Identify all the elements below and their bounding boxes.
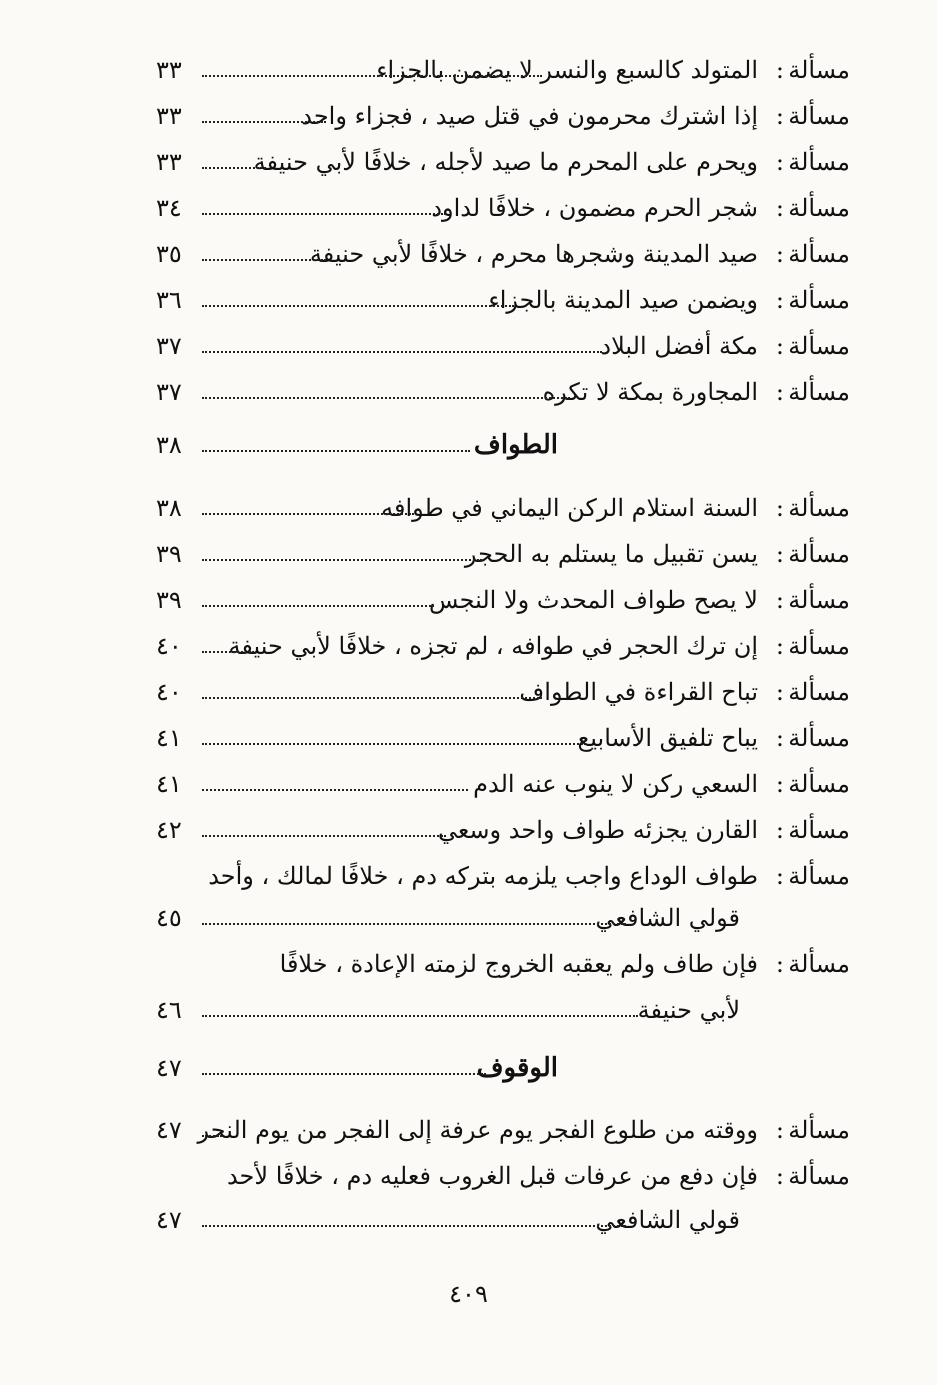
index-entry: [150, 142, 850, 182]
entry-text: طواف الوداع واجب يلزمه بتركه دم ، خلافًا لمالك ، وأحد: [208, 862, 758, 890]
entry-text-continuation: قولي الشافعي: [595, 904, 740, 932]
entry-text: ويضمن صيد المدينة بالجزاء: [488, 286, 758, 314]
index-entry: [150, 810, 850, 850]
section-title: الوقوف: [476, 1053, 558, 1083]
dot-leader: [202, 213, 446, 215]
entry-page: ٤٠: [156, 678, 182, 706]
entry-colon: :: [775, 1162, 784, 1190]
entry-colon: :: [775, 770, 784, 798]
entry-label: مسألة: [788, 194, 850, 222]
entry-colon: :: [775, 724, 784, 752]
dot-leader: [202, 351, 602, 353]
index-entry: [150, 96, 850, 136]
dot-leader: [202, 305, 514, 307]
index-entry: [150, 856, 850, 896]
entry-page: ٣٣: [156, 102, 182, 130]
entry-colon: :: [775, 632, 784, 660]
entry-colon: :: [775, 240, 784, 268]
entry-label: مسألة: [788, 950, 850, 978]
section-heading-tawaf: [150, 425, 850, 465]
entry-text: مكة أفضل البلاد: [600, 332, 758, 360]
dot-leader: [202, 1015, 638, 1017]
dot-leader: [202, 835, 446, 837]
section-page: ٤٧: [156, 1054, 182, 1082]
entry-label: مسألة: [788, 862, 850, 890]
entry-page: ٤٧: [156, 1116, 182, 1144]
index-entry: [150, 580, 850, 620]
entry-page: ٣٣: [156, 56, 182, 84]
entry-text: المجاورة بمكة لا تكره: [542, 378, 758, 406]
entry-text: يباح تلفيق الأسابيع: [577, 724, 758, 752]
entry-label: مسألة: [788, 56, 850, 84]
entry-colon: :: [775, 862, 784, 890]
entry-text: إذا اشترك محرمون في قتل صيد ، فجزاء واحد: [301, 102, 758, 130]
dot-leader: [202, 559, 482, 561]
entry-colon: :: [775, 332, 784, 360]
entry-colon: :: [775, 102, 784, 130]
entry-text: ووقته من طلوع الفجر يوم عرفة إلى الفجر من يوم النحر: [197, 1116, 758, 1144]
section-page: ٣٨: [156, 431, 182, 459]
index-entry: [150, 234, 850, 274]
dot-leader: [202, 1225, 626, 1227]
entry-page: ٣٩: [156, 586, 182, 614]
entry-colon: :: [775, 816, 784, 844]
entry-label: مسألة: [788, 540, 850, 568]
entry-text: إن ترك الحجر في طوافه ، لم تجزه ، خلافًا لأبي حنيفة: [228, 632, 758, 660]
entry-label: مسألة: [788, 770, 850, 798]
dot-leader: [202, 605, 434, 607]
entry-text-continuation: لأبي حنيفة: [637, 996, 740, 1024]
index-entry-continuation: [150, 990, 850, 1030]
index-entry-continuation: [150, 898, 850, 938]
entry-text: يسن تقبيل ما يستلم به الحجر: [464, 540, 758, 568]
entry-page: ٤٧: [156, 1206, 182, 1234]
index-entry: [150, 280, 850, 320]
entry-page: ٤٠: [156, 632, 182, 660]
entry-colon: :: [775, 378, 784, 406]
entry-colon: :: [775, 950, 784, 978]
dot-leader: [202, 167, 266, 169]
entry-label: مسألة: [788, 586, 850, 614]
entry-label: مسألة: [788, 378, 850, 406]
dot-leader: [202, 923, 626, 925]
dot-leader: [202, 651, 254, 653]
index-entry: [150, 626, 850, 666]
dot-leader: [202, 259, 326, 261]
index-entry: [150, 1110, 850, 1150]
entry-colon: :: [775, 678, 784, 706]
index-entry: [150, 326, 850, 366]
entry-page: ٣٧: [156, 378, 182, 406]
entry-label: مسألة: [788, 816, 850, 844]
entry-text: شجر الحرم مضمون ، خلافًا لداود: [431, 194, 758, 222]
entry-label: مسألة: [788, 240, 850, 268]
entry-colon: :: [775, 586, 784, 614]
entry-colon: :: [775, 56, 784, 84]
entry-colon: :: [775, 194, 784, 222]
entry-page: ٤١: [156, 724, 182, 752]
index-entry: [150, 50, 850, 90]
dot-leader: [202, 1073, 486, 1075]
entry-colon: :: [775, 1116, 784, 1144]
index-entry: [150, 764, 850, 804]
dot-leader: [202, 450, 470, 452]
dot-leader: [202, 513, 414, 515]
entry-label: مسألة: [788, 102, 850, 130]
entry-page: ٣٦: [156, 286, 182, 314]
entry-label: مسألة: [788, 724, 850, 752]
entry-label: مسألة: [788, 148, 850, 176]
entry-page: ٤٥: [156, 904, 182, 932]
entry-page: ٤١: [156, 770, 182, 798]
entry-text: لا يصح طواف المحدث ولا النجس: [429, 586, 758, 614]
entry-label: مسألة: [788, 332, 850, 360]
dot-leader: [202, 397, 570, 399]
entry-text: السعي ركن لا ينوب عنه الدم: [473, 770, 758, 798]
entry-colon: :: [775, 540, 784, 568]
dot-leader: [202, 789, 468, 791]
entry-colon: :: [775, 286, 784, 314]
index-entry: [150, 488, 850, 528]
dot-leader: [202, 743, 586, 745]
section-heading-wuquf: [150, 1048, 850, 1088]
entry-label: مسألة: [788, 1162, 850, 1190]
section-title: الطواف: [473, 430, 558, 460]
entry-page: ٣٧: [156, 332, 182, 360]
entry-label: مسألة: [788, 632, 850, 660]
dot-leader: [202, 1135, 222, 1137]
dot-leader: [202, 697, 542, 699]
entry-text: صيد المدينة وشجرها محرم ، خلافًا لأبي حنيفة: [309, 240, 758, 268]
entry-text-continuation: قولي الشافعي: [595, 1206, 740, 1234]
entry-text: فإن دفع من عرفات قبل الغروب فعليه دم ، خلافًا لأحد: [226, 1162, 758, 1190]
entry-text: السنة استلام الركن اليماني في طوافه: [381, 494, 758, 522]
entry-label: مسألة: [788, 678, 850, 706]
index-entry: [150, 672, 850, 712]
index-entry: [150, 534, 850, 574]
entry-page: ٣٩: [156, 540, 182, 568]
entry-text: فإن طاف ولم يعقبه الخروج لزمته الإعادة ، خلافًا: [279, 950, 758, 978]
page-number: ٤٠٩: [449, 1280, 488, 1308]
index-entry: [150, 718, 850, 758]
index-entry: [150, 372, 850, 412]
entry-page: ٣٣: [156, 148, 182, 176]
entry-page: ٤٦: [156, 996, 182, 1024]
dot-leader: [202, 121, 326, 123]
entry-label: مسألة: [788, 1116, 850, 1144]
entry-colon: :: [775, 148, 784, 176]
entry-text: المتولد كالسبع والنسر لا يضمن بالجزاء: [376, 56, 758, 84]
index-entry-continuation: [150, 1200, 850, 1240]
entry-page: ٣٨: [156, 494, 182, 522]
index-entry: [150, 944, 850, 984]
entry-text: ويحرم على المحرم ما صيد لأجله ، خلافًا لأبي حنيفة: [253, 148, 758, 176]
dot-leader: [202, 75, 542, 77]
index-entry: [150, 188, 850, 228]
index-entry: [150, 1156, 850, 1196]
entry-label: مسألة: [788, 286, 850, 314]
entry-text: القارن يجزئه طواف واحد وسعي: [437, 816, 758, 844]
entry-colon: :: [775, 494, 784, 522]
entry-page: ٣٥: [156, 240, 182, 268]
entry-text: تباح القراءة في الطواف: [519, 678, 758, 706]
entry-page: ٤٢: [156, 816, 182, 844]
entry-page: ٣٤: [156, 194, 182, 222]
entry-label: مسألة: [788, 494, 850, 522]
